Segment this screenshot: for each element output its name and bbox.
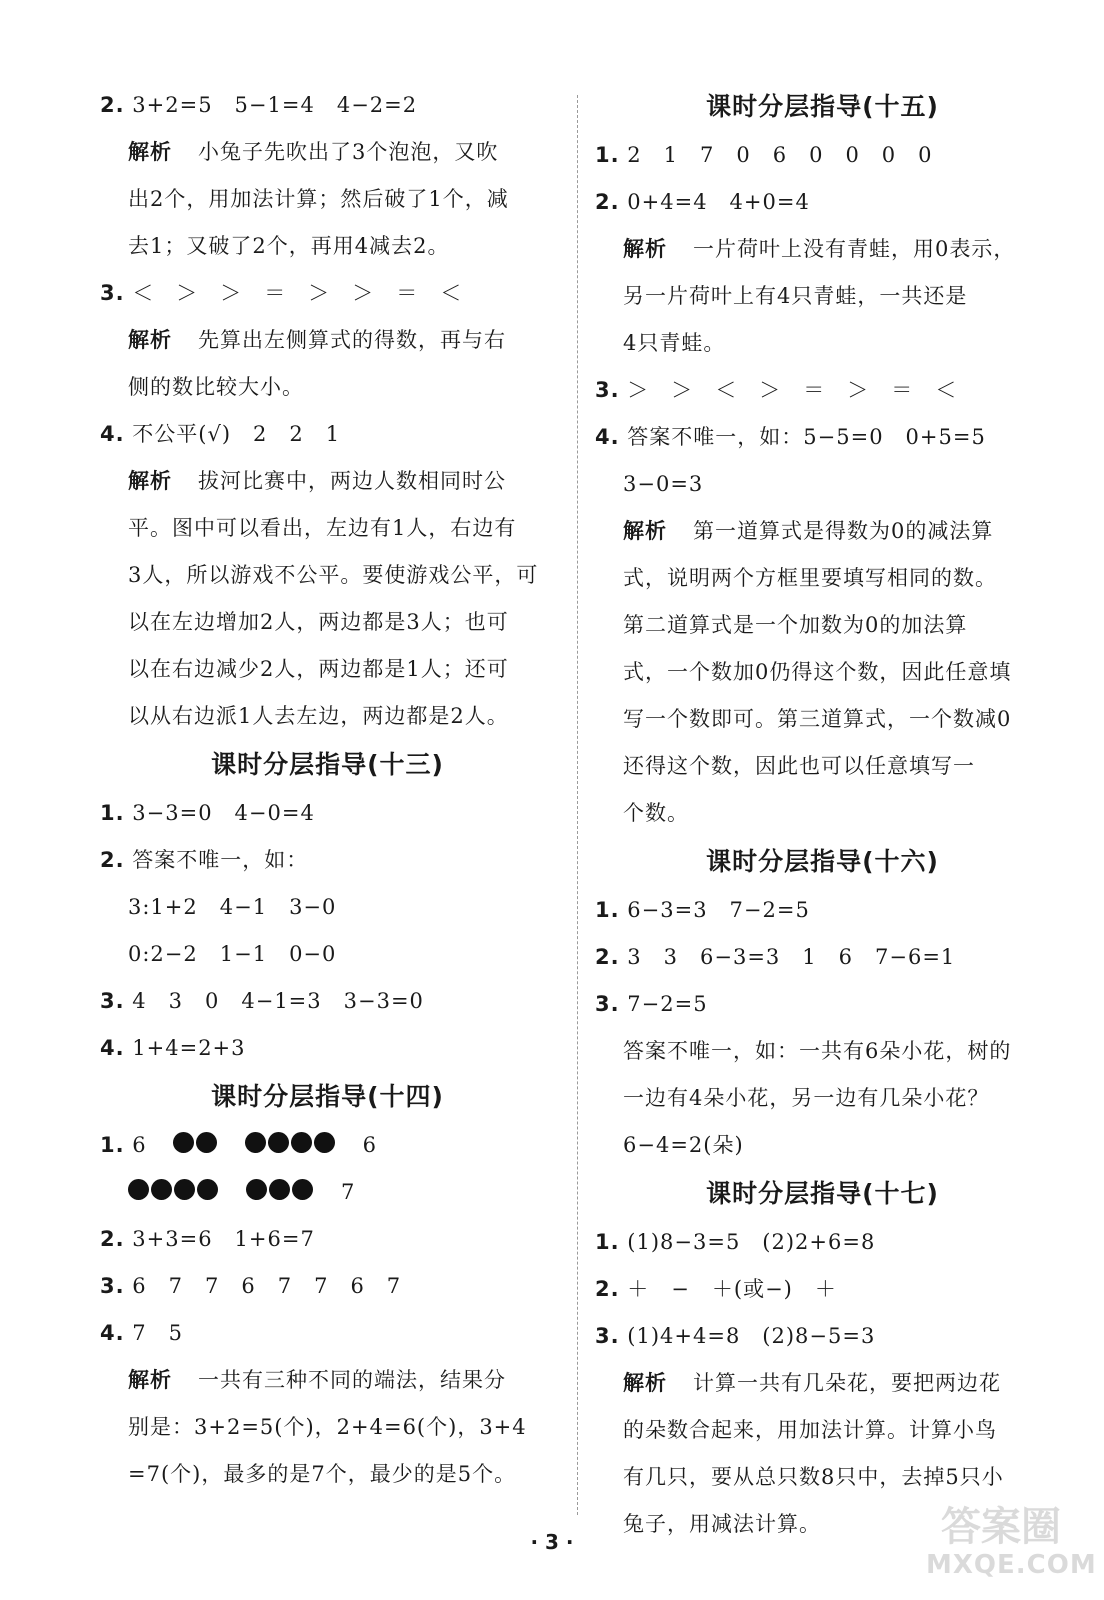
text-line: 0:2−2 1−1 0−0 (128, 942, 337, 966)
dot-group (246, 1170, 315, 1217)
dot-group (128, 1170, 220, 1217)
answer-line: 2. 3 3 6−3=3 1 6 7−6=1 (595, 945, 956, 969)
section-heading-16: 课时分层指导(十六) (706, 847, 939, 876)
text-line: 另一片荷叶上有4只青蛙，一共还是 (623, 284, 968, 308)
analysis-line: 解析 小兔子先吹出了3个泡泡，又吹 (128, 140, 499, 164)
dot-icon (292, 1179, 313, 1200)
text-line: 侧的数比较大小。 (128, 375, 304, 399)
text-line: 以在左边增加2人，两边都是3人；也可 (128, 610, 509, 634)
page-number: · 3 · (530, 1530, 574, 1554)
answer-line: 2. 答案不唯一，如： (100, 848, 309, 872)
text-line: 一边有4朵小花，另一边有几朵小花？ (623, 1086, 990, 1110)
answer-line: 1. 3−3=0 4−0=4 (100, 801, 315, 825)
answer-line: 2. 0+4=4 4+0=4 (595, 190, 810, 214)
dot-icon (291, 1132, 312, 1153)
answer-line: 3. 6 7 7 6 7 7 6 7 (100, 1274, 402, 1298)
answer-line: 1. 2 1 7 0 6 0 0 0 0 (595, 143, 933, 167)
answer-line: 3. ＜ ＞ ＞ ＝ ＞ ＞ ＝ ＜ (100, 281, 463, 305)
text-line: 平。图中可以看出，左边有1人，右边有 (128, 516, 517, 540)
text-line: 还得这个数，因此也可以任意填写一 (623, 754, 975, 778)
dot-icon (151, 1179, 172, 1200)
text-line: 式，说明两个方框里要填写相同的数。 (623, 566, 997, 590)
section-heading-15: 课时分层指导(十五) (706, 92, 939, 121)
text-line: 3人，所以游戏不公平。要使游戏公平，可 (128, 563, 539, 587)
text-line: 有几只，要从总只数8只中，去掉5只小 (623, 1465, 1004, 1489)
watermark-logo (926, 1504, 1097, 1590)
analysis-line: 解析 一共有三种不同的端法，结果分 (128, 1368, 506, 1392)
text-line: 去1；又破了2个，再用4减去2。 (128, 234, 450, 258)
dot-icon (197, 1179, 218, 1200)
answer-line: 2. 3+3=6 1+6=7 (100, 1227, 315, 1251)
text-line: 答案不唯一，如：一共有6朵小花，树的 (623, 1039, 1012, 1063)
right-column (595, 82, 1050, 1548)
text-line: 式，一个数加0仍得这个数，因此任意填 (623, 660, 1012, 684)
answer-line: 3. 4 3 0 4−1=3 3−3=0 (100, 989, 424, 1013)
answer-line: 1. 6−3=3 7−2=5 (595, 898, 810, 922)
text-line: 3−0=3 (623, 472, 704, 496)
watermark-url: MXQE.COM (926, 1550, 1097, 1580)
text-line: =7(个)，最多的是7个，最少的是5个。 (128, 1462, 517, 1486)
section-heading-14: 课时分层指导(十四) (211, 1082, 444, 1111)
answer-line: 4. 7 5 (100, 1321, 184, 1345)
text-line: 6−4=2(朵) (623, 1133, 744, 1157)
dot-icon (174, 1179, 195, 1200)
text-line: 别是：3+2=5(个)，2+4=6(个)，3+4 (128, 1415, 527, 1439)
dot-icon (196, 1132, 217, 1153)
dot-icon (246, 1179, 267, 1200)
answer-line: 3. ＞ ＞ ＜ ＞ ＝ ＞ ＝ ＜ (595, 378, 958, 402)
answer-line: 2. ＋ − ＋(或−) ＋ (595, 1277, 837, 1301)
analysis-line: 解析 先算出左侧算式的得数，再与右 (128, 328, 506, 352)
answer-line: 4. 1+4=2+3 (100, 1036, 246, 1060)
text-line: 以在右边减少2人，两边都是1人；还可 (128, 657, 509, 681)
answer-line: 4. 答案不唯一，如：5−5=0 0+5=5 (595, 425, 986, 449)
dot-icon (314, 1132, 335, 1153)
column-divider (577, 95, 578, 1515)
answer-line: 3. (1)4+4=8 (2)8−5=3 (595, 1324, 876, 1348)
answer-line: 1. (1)8−3=5 (2)2+6=8 (595, 1230, 876, 1254)
analysis-line: 解析 拔河比赛中，两边人数相同时公 (128, 469, 506, 493)
dot-icon (269, 1179, 290, 1200)
dot-icon (245, 1132, 266, 1153)
answer-line: 2. 3+2=5 5−1=4 4−2=2 (100, 93, 418, 117)
dot-icon (128, 1179, 149, 1200)
text-line: 兔子，用减法计算。 (623, 1512, 821, 1536)
text-line: 第二道算式是一个加数为0的加法算 (623, 613, 968, 637)
text-line: 以从右边派1人去左边，两边都是2人。 (128, 704, 509, 728)
answer-line: 4. 不公平(√) 2 2 1 (100, 422, 341, 446)
analysis-line: 解析 一片荷叶上没有青蛙，用0表示， (623, 237, 1016, 261)
dot-icon (268, 1132, 289, 1153)
left-column (100, 82, 555, 1498)
text-line: 4只青蛙。 (623, 331, 726, 355)
answer-line-dots: 1. 6 6 (100, 1122, 555, 1169)
dot-icon (173, 1132, 194, 1153)
text-line: 出2个，用加法计算；然后破了1个，减 (128, 187, 509, 211)
answer-line: 3. 7−2=5 (595, 992, 708, 1016)
analysis-line: 解析 第一道算式是得数为0的减法算 (623, 519, 994, 543)
text-line: 的朵数合起来，用加法计算。计算小鸟 (623, 1418, 997, 1442)
dot-group (173, 1123, 219, 1170)
section-heading-13: 课时分层指导(十三) (211, 750, 444, 779)
text-line: 写一个数即可。第三道算式，一个数减0 (623, 707, 1012, 731)
text-line: 3:1+2 4−1 3−0 (128, 895, 337, 919)
section-heading-17: 课时分层指导(十七) (706, 1179, 939, 1208)
text-line: 个数。 (623, 801, 689, 825)
analysis-line: 解析 计算一共有几朵花，要把两边花 (623, 1371, 1001, 1395)
dot-group (245, 1123, 337, 1170)
dots-line: 7 (100, 1169, 555, 1216)
watermark-title: 答案圈 (941, 1504, 1061, 1550)
